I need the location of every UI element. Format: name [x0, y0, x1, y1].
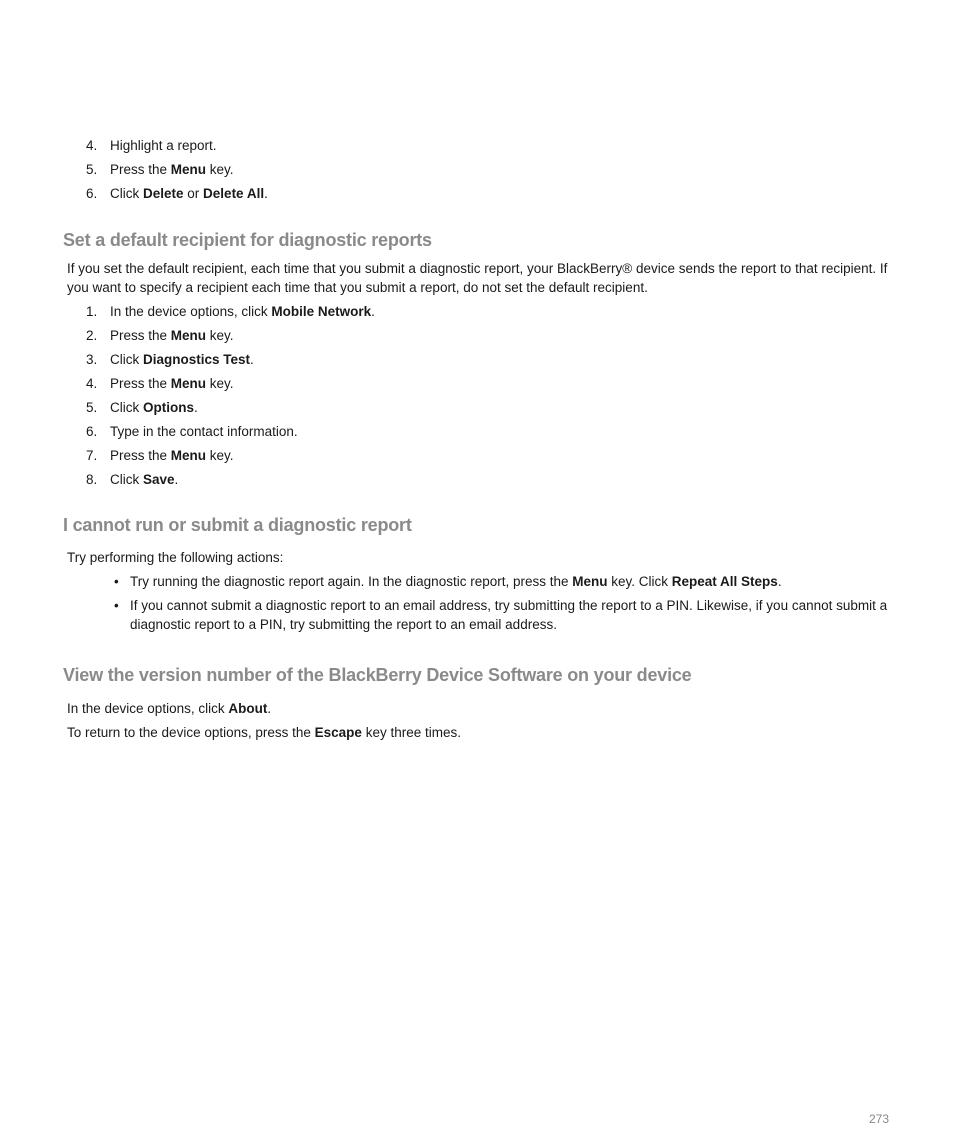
default-recipient-intro: If you set the default recipient, each time that you submit a diagnostic report, your BlackBerry® device sends the report to that recipient. If you want to specify a recipient each time that you submit a report, do not set the default recipient.	[67, 261, 888, 295]
ui-term: Save	[143, 472, 175, 487]
cannot-run-intro: Try performing the following actions:	[67, 550, 284, 565]
text-run: key. Click	[607, 574, 672, 589]
text-run: key.	[206, 448, 234, 463]
text-run: Click	[110, 186, 143, 201]
text-run: To return to the device options, press the	[67, 725, 315, 740]
heading-cannot-run-report: I cannot run or submit a diagnostic report	[63, 515, 412, 535]
text-run: In the device options, click	[67, 701, 229, 716]
step-text	[110, 160, 234, 179]
text-run: Highlight a report.	[110, 138, 217, 153]
ui-term: Repeat All Steps	[671, 574, 778, 589]
ui-term: Delete All	[203, 186, 265, 201]
step-text	[110, 326, 234, 345]
step-text	[110, 470, 178, 489]
bullet-dot-icon: •	[114, 598, 119, 613]
text-run: key.	[206, 328, 234, 343]
text-run: Type in the contact information.	[110, 424, 298, 439]
bullet-text	[130, 572, 895, 591]
step-text	[110, 302, 375, 321]
step-text	[110, 422, 298, 441]
text-run: Click	[110, 352, 143, 367]
ui-term: About	[228, 701, 268, 716]
ui-term: Options	[143, 400, 194, 415]
ui-term: Menu	[170, 376, 207, 391]
text-run: Try running the diagnostic report again. In the diagnostic report, press the	[130, 574, 573, 589]
view-version-line-2	[67, 723, 897, 742]
text-run: .	[777, 574, 782, 589]
text-run: .	[264, 186, 268, 201]
bullet-text	[130, 596, 895, 634]
text-run: key.	[206, 376, 234, 391]
bullet-item	[0, 572, 895, 591]
step-number: 6.	[86, 186, 98, 201]
text-run: .	[194, 400, 198, 415]
step-number: 8.	[86, 472, 98, 487]
text-run: .	[174, 472, 179, 487]
text-run: .	[250, 352, 254, 367]
step-number: 1.	[86, 304, 98, 319]
step-number: 7.	[86, 448, 98, 463]
ui-term: Diagnostics Test	[143, 352, 251, 367]
step-number: 2.	[86, 328, 98, 343]
step-number: 5.	[86, 162, 98, 177]
text-run: Press the	[110, 162, 171, 177]
heading-default-recipient: Set a default recipient for diagnostic reports	[63, 230, 432, 250]
step-text	[110, 136, 217, 155]
text-run: Press the	[110, 376, 171, 391]
cannot-run-bullets	[0, 572, 895, 634]
text-run: key three times.	[361, 725, 461, 740]
text-run: .	[267, 701, 272, 716]
step-number: 4.	[86, 376, 98, 391]
text-run: or	[183, 186, 204, 201]
text-run: In the device options, click	[110, 304, 272, 319]
text-run: Press the	[110, 328, 171, 343]
step-number: 5.	[86, 400, 98, 415]
ui-term: Menu	[572, 574, 608, 589]
text-run: .	[371, 304, 375, 319]
text-run: key.	[206, 162, 234, 177]
step-number: 4.	[86, 138, 98, 153]
step-number: 3.	[86, 352, 98, 367]
step-text	[110, 350, 254, 369]
ui-term: Menu	[170, 162, 207, 177]
bullet-dot-icon: •	[114, 574, 119, 589]
text-run: Click	[110, 400, 143, 415]
ui-term: Delete	[143, 186, 184, 201]
ui-term: Mobile Network	[271, 304, 372, 319]
bullet-item	[0, 596, 895, 634]
step-text	[110, 398, 198, 417]
step-number: 6.	[86, 424, 98, 439]
text-run: Click	[110, 472, 143, 487]
text-run: If you cannot submit a diagnostic report to an email address, try submitting the report to a PIN. Likewise, if you cannot submit a diagnostic report to a PIN, try submitting the report to an email address.	[130, 598, 888, 632]
step-text	[110, 374, 234, 393]
step-text	[110, 446, 234, 465]
page-number: 273	[869, 1112, 890, 1126]
text-run: Press the	[110, 448, 171, 463]
heading-view-version: View the version number of the BlackBerry Device Software on your device	[63, 665, 692, 685]
ui-term: Menu	[170, 328, 207, 343]
ui-term: Menu	[170, 448, 207, 463]
step-text	[110, 184, 268, 203]
ui-term: Escape	[314, 725, 362, 740]
view-version-line-1	[67, 699, 897, 718]
